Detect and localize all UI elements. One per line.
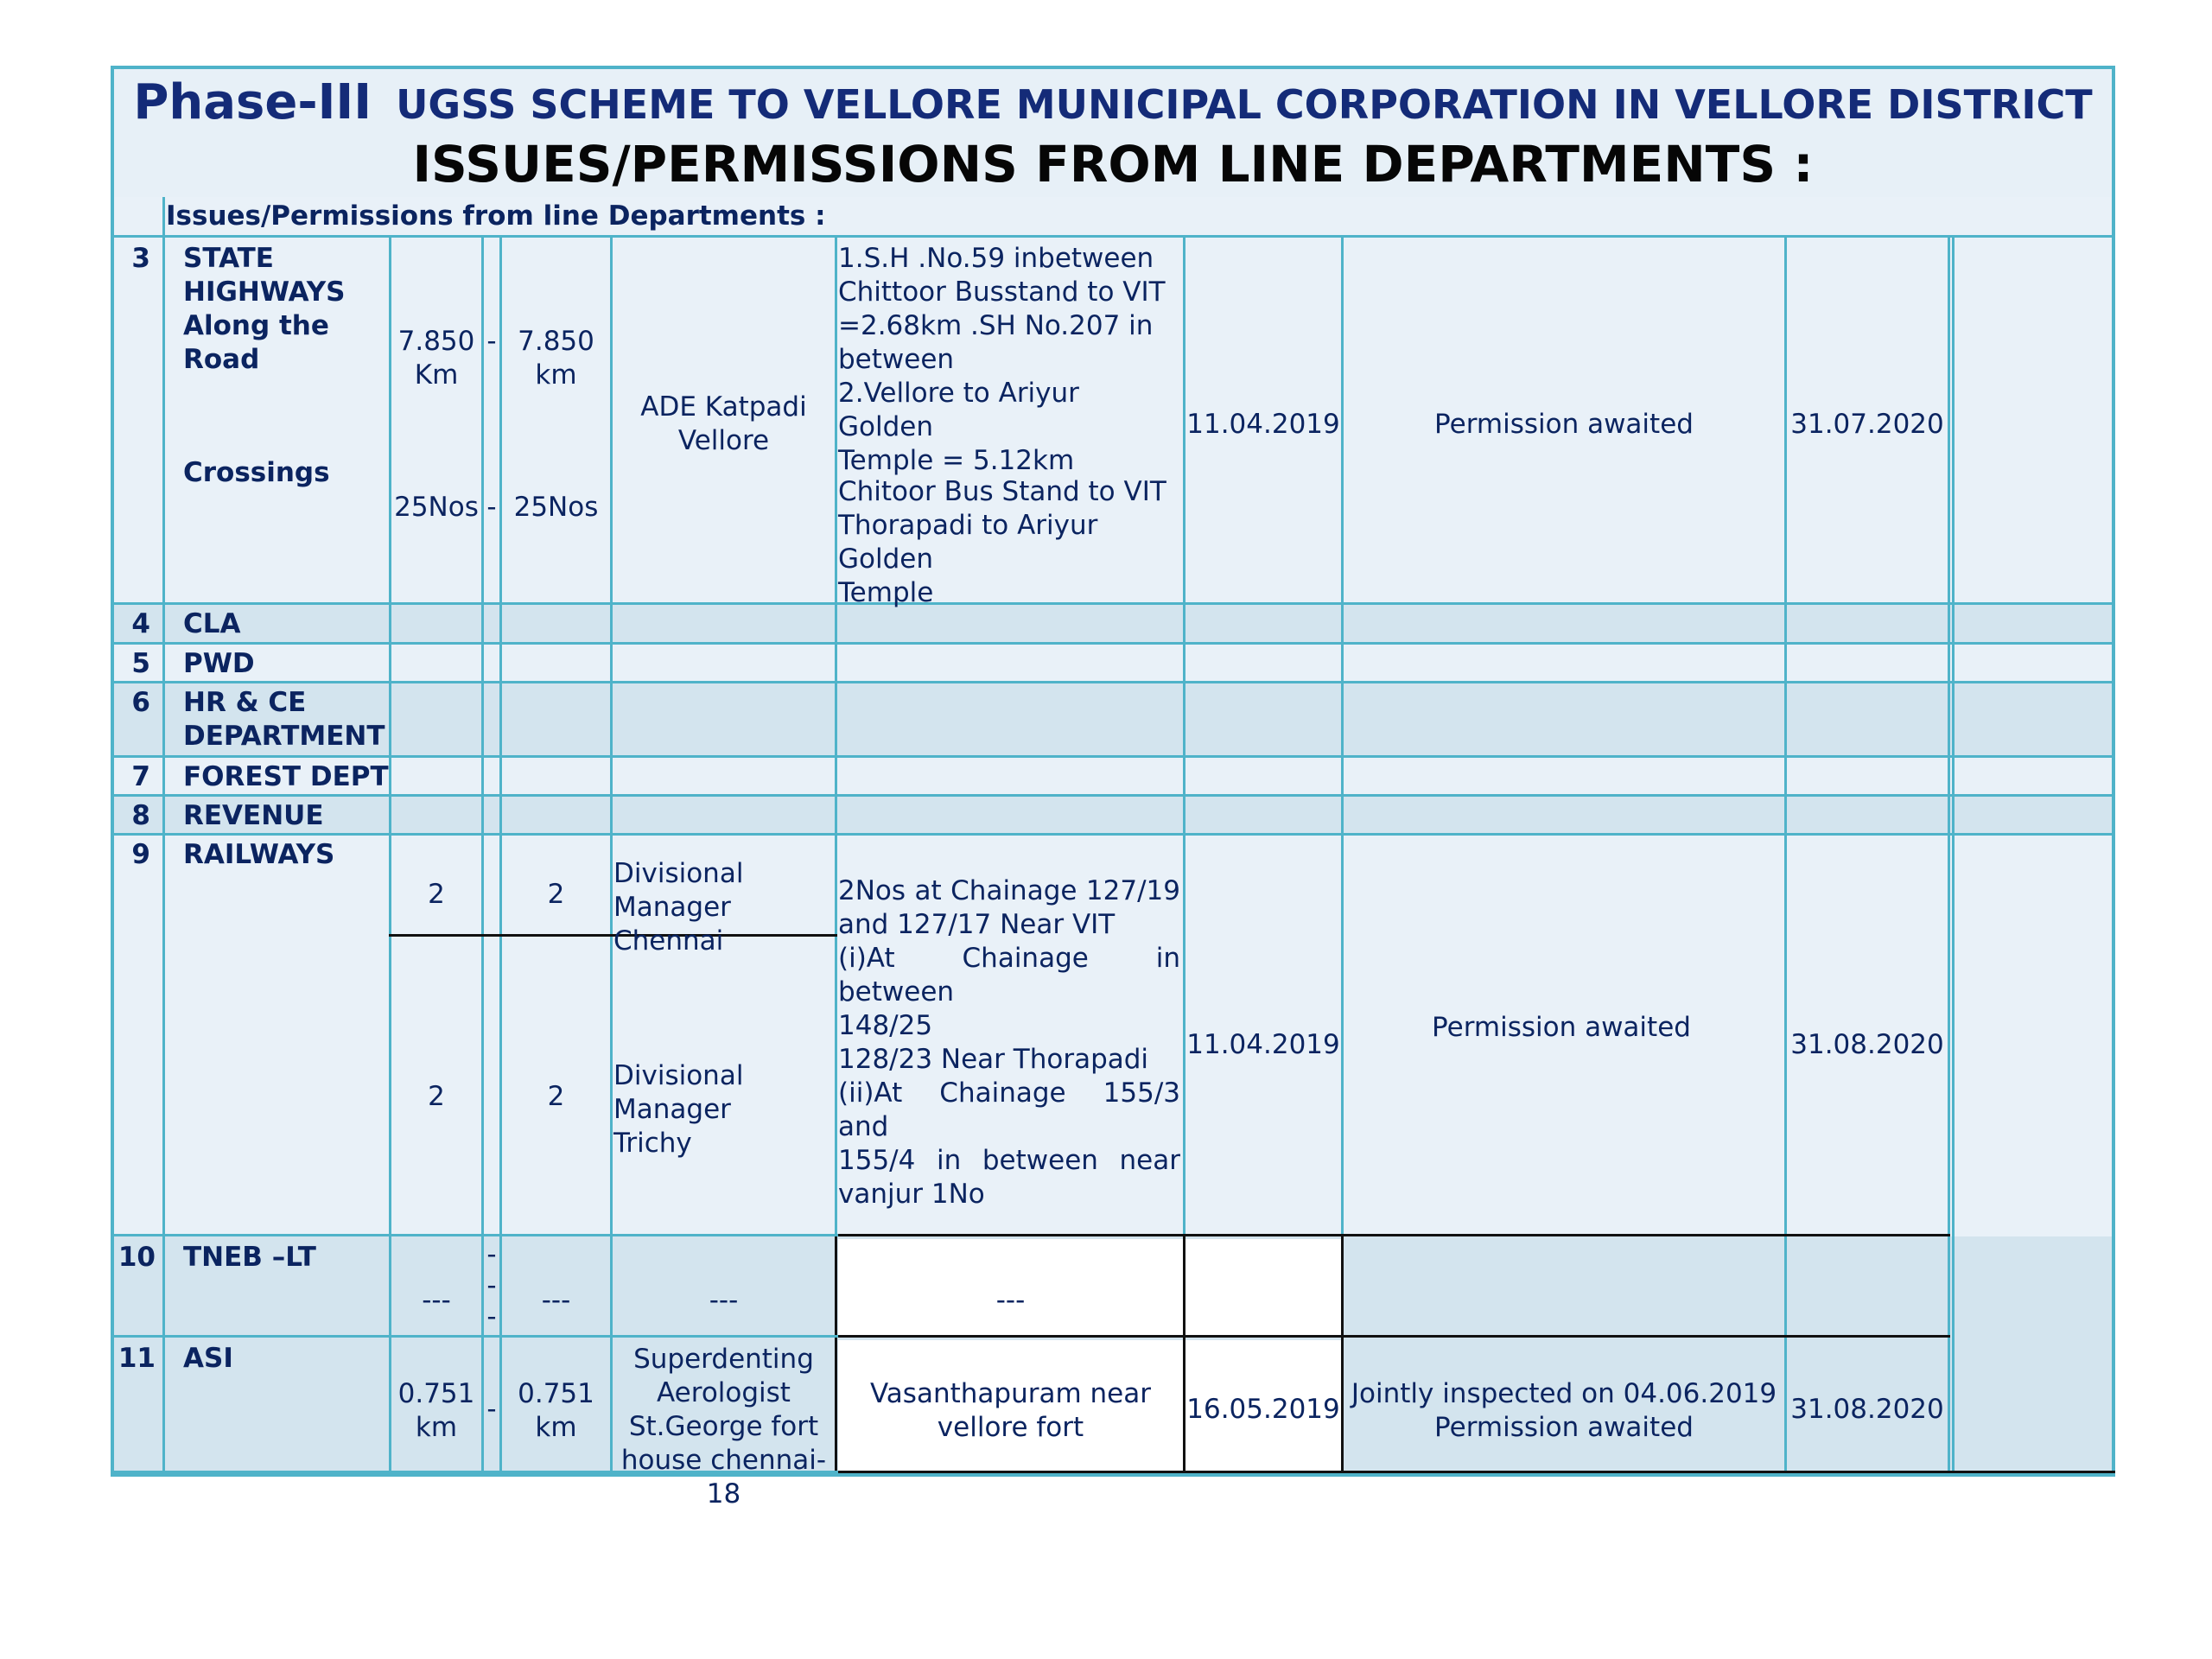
row-8-dept: REVENUE — [183, 800, 324, 831]
report-header — [114, 69, 2112, 200]
row-3-dept: STATE HIGHWAYS Along the Road — [183, 243, 346, 375]
row-9b-total: 2 — [428, 1081, 445, 1112]
row-3-sl: 3 — [131, 243, 150, 274]
row-10-done: --- — [541, 1285, 571, 1316]
row-3-total-km: 7.850 Km — [397, 326, 475, 391]
row-9-dept: RAILWAYS — [183, 839, 335, 870]
row-9b-authority: Divisional Manager Trichy — [613, 1060, 744, 1159]
row-10-authority: --- — [709, 1285, 739, 1316]
row-9-date-applied: 11.04.2019 — [1186, 1029, 1340, 1060]
row-10-details: --- — [995, 1285, 1026, 1316]
row-7-sl: 7 — [131, 761, 150, 792]
row-3-status: Permission awaited — [1434, 409, 1694, 440]
section-label: Issues/Permissions from line Departments : — [166, 200, 826, 232]
row-7-dept: FOREST DEPT — [183, 761, 389, 792]
row-11-authority: Superdenting Aerologist St.George fort house chennai-18 — [620, 1344, 827, 1510]
row-6-dept: HR & CE DEPARTMENT — [183, 687, 385, 752]
row-9-target: 31.08.2020 — [1790, 1029, 1944, 1060]
row-11-date-applied: 16.05.2019 — [1186, 1394, 1340, 1425]
table-row-4 — [114, 605, 2112, 645]
row-9b-done: 2 — [547, 1081, 565, 1112]
scheme-title — [114, 74, 2112, 130]
row-6-sl: 6 — [131, 687, 150, 718]
row-9-status: Permission awaited — [1432, 1012, 1691, 1043]
row-10-dept: TNEB –LT — [183, 1242, 316, 1273]
row-3-done-nos: 25Nos — [513, 492, 599, 523]
row-9a-done: 2 — [547, 879, 565, 910]
row-3-authority: ADE Katpadi Vellore — [640, 391, 807, 456]
row-11-status: Jointly inspected on 04.06.2019 Permission awaited — [1351, 1378, 1777, 1443]
table-row-6 — [114, 683, 2112, 758]
section-heading — [114, 197, 2112, 238]
row-3-details-2: Chitoor Bus Stand to VIT Thorapadi to Ariyur Golden Temple — [838, 476, 1166, 608]
row-9a-authority: Divisional Manager Chennai — [613, 858, 744, 957]
row-3-target: 31.07.2020 — [1790, 409, 1944, 440]
row-11-dash: - — [486, 1394, 497, 1425]
row-9a-details: 2Nos at Chainage 127/19 and 127/17 Near VIT — [838, 875, 1180, 940]
row-9b-details: (i)At Chainage in between 148/25 128/23 Near Thorapadi (ii)At Chainage 155/3 and 155/4 in between near vanjur 1No — [838, 943, 1180, 1210]
page-title: ISSUES/PERMISSIONS FROM LINE DEPARTMENTS : — [412, 135, 1814, 194]
row-10-total: --- — [422, 1285, 451, 1316]
table-row-7 — [114, 758, 2112, 797]
report-sheet — [111, 66, 2115, 1510]
row-10-dashes: - - - — [486, 1239, 497, 1332]
row-11-total: 0.751 km — [397, 1378, 475, 1443]
row-11-details: Vasanthapuram near vellore fort — [870, 1378, 1151, 1443]
row-10-sl: 10 — [118, 1242, 156, 1273]
row-5-sl: 5 — [131, 648, 150, 679]
phase-label: Phase-III — [133, 74, 372, 130]
row-3-total-nos: 25Nos — [394, 492, 479, 523]
table-row-8 — [114, 797, 2112, 836]
row-8-sl: 8 — [131, 800, 150, 831]
row-5-dept: PWD — [183, 648, 255, 679]
row-3-details: 1.S.H .No.59 inbetween Chittoor Busstand to VIT =2.68km .SH No.207 in between 2.Vellore to Ariyur Golden Temple = 5.12km — [838, 243, 1166, 476]
row-4-sl: 4 — [131, 608, 150, 639]
row-9a-total: 2 — [428, 879, 445, 910]
row-3-dept-sub: Crossings — [183, 457, 330, 488]
row-3-date-applied: 11.04.2019 — [1186, 409, 1340, 440]
row-3-done-km: 7.850 km — [518, 326, 594, 391]
table-row-5 — [114, 645, 2112, 683]
row-11-target: 31.08.2020 — [1790, 1394, 1944, 1425]
row-11-done: 0.751 km — [518, 1378, 594, 1443]
row-9-sl: 9 — [131, 839, 150, 870]
row-11-dept: ASI — [183, 1343, 233, 1374]
row-3-dash: - — [486, 326, 497, 357]
row-4-dept: CLA — [183, 608, 241, 639]
row-11-sl: 11 — [118, 1343, 156, 1374]
row-3-dash2: - — [486, 492, 497, 523]
scheme-name: UGSS SCHEME TO VELLORE MUNICIPAL CORPORATION IN VELLORE DISTRICT — [396, 81, 2093, 128]
